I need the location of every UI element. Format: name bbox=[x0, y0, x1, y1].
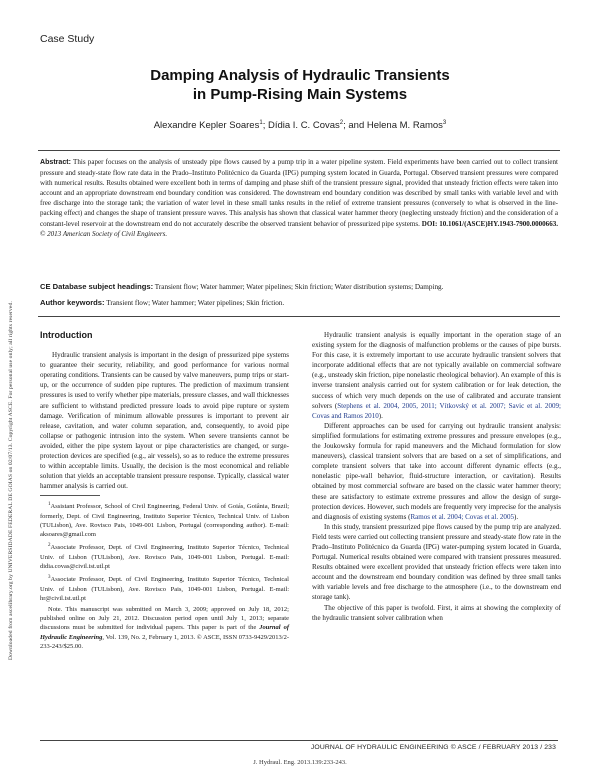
right-para1-end: ). bbox=[378, 411, 383, 420]
right-paragraph-4: The objective of this paper is twofold. First, it aims at showing the complexity of the hydraulic transient solver calibration when bbox=[312, 603, 561, 622]
right-paragraph-2 bbox=[312, 421, 561, 522]
title-line-1: Damping Analysis of Hydraulic Transients bbox=[150, 67, 450, 84]
author-3: ; and Helena M. Ramos bbox=[343, 120, 443, 132]
section-heading-introduction: Introduction bbox=[40, 330, 93, 340]
keywords-label: Author keywords: bbox=[40, 298, 105, 307]
citation-line: J. Hydraul. Eng. 2013.139:233-243. bbox=[253, 759, 347, 766]
subject-headings bbox=[40, 282, 558, 292]
abstract-label: Abstract: bbox=[40, 159, 71, 166]
running-footer: JOURNAL OF HYDRAULIC ENGINEERING © ASCE / FEBRUARY 2013 / 233 bbox=[310, 744, 556, 751]
footnote-divider bbox=[40, 495, 100, 496]
author-3-affil: 3 bbox=[442, 120, 447, 126]
author-1-affil: 1 bbox=[259, 120, 263, 126]
divider-top bbox=[38, 150, 560, 151]
footnotes bbox=[40, 500, 289, 651]
footnote-1-marker: 1 bbox=[48, 502, 51, 508]
author-list bbox=[60, 120, 540, 131]
abstract bbox=[40, 157, 558, 239]
subject-label: CE Database subject headings: bbox=[40, 282, 154, 291]
footer-rule bbox=[40, 740, 558, 741]
author-1: Alexandre Kepler Soares bbox=[153, 120, 260, 132]
citation-link-1[interactable]: Stephens et al. 2004, 2005, 2011; Vítkovský et al. 2007; Savic et al. 2009; Covas and Ramos 2010 bbox=[312, 401, 561, 420]
article-type: Case Study bbox=[40, 33, 95, 45]
copyright: © 2013 American Society of Civil Engineers. bbox=[40, 229, 168, 238]
paper-title bbox=[60, 66, 540, 104]
doi-link[interactable]: DOI: 10.1061/(ASCE)HY.1943-7900.0000663. bbox=[421, 219, 558, 228]
right-column bbox=[312, 330, 561, 623]
right-para1-text: Hydraulic transient analysis is equally important in the operation stage of an existing system for the diagnosis of malfunction problems or the causes of pipe bursts. For this case, it is extremely important to use accurate hydraulic transient solvers that incorporate additional effects that are not typically available on commercial software (e.g., unsteady skin friction, pipe nonelastic rheological behavior). An example of this is inverse transient analysis carried out for system calibration or for leak detection, the success of which very much depends on the use of calibrated and accurate transient solvers ( bbox=[312, 331, 561, 410]
author-keywords bbox=[40, 298, 558, 308]
intro-paragraph-1: Hydraulic transient analysis is important in the design of pressurized pipe systems to guarantee their security, reliability, and good performance for various normal operating conditions. Transients can be caused by valve maneuvers, pump trips or start-up, or the occurrence of sudden pipe ruptures. The prediction of maximum transient pressures is used to verify whether pipe materials, pressure classes, and wall thicknesses are sufficient to withstand predicted pressure loads to avoid pipe rupture or system damage. Verification of minimum allowable pressures is important to prevent air release, cavitation, and water column separation, and, consequently, to avoid pipe collapse or pathogenic intrusion into the system. When severe transients cannot be avoided, either the pipe system layout or pipe characteristics are changed, or surge-protection devices are specified (e.g., air vessels), so as to reduce the extreme pressures to within acceptable limits. Usually, the decision is the most economical and reliable solution that yields an acceptable transient pressure response. Typically, classical water hammer analysis is carried out. bbox=[40, 351, 289, 491]
author-2: ; Dídia I. C. Covas bbox=[262, 120, 340, 132]
subject-text: Transient flow; Water hammer; Water pipelines; Skin friction; Water distribution systems; Damping. bbox=[154, 283, 444, 291]
citation-link-2[interactable]: Ramos et al. 2004; Covas et al. 2005 bbox=[410, 512, 515, 521]
right-para2-end: ). bbox=[514, 512, 519, 521]
footnote-3 bbox=[40, 573, 289, 603]
note-text-b: , Vol. 139, No. 2, February 1, 2013. © ASCE, ISSN 0733-9429/2013/2-233-243/$25.00. bbox=[40, 633, 289, 650]
footnote-1 bbox=[40, 500, 289, 539]
footnote-3-marker: 3 bbox=[48, 575, 51, 581]
footnote-2-marker: 2 bbox=[48, 543, 51, 549]
left-column bbox=[40, 330, 289, 653]
right-paragraph-1 bbox=[312, 330, 561, 421]
footnote-2-text: Associate Professor, Dept. of Civil Engineering, Instituto Superior Técnico, Technical Univ. of Lisbon (TULisbon), Ave. Rovisco Pais, 1049-001 Lisbon, Portugal. E-mail: didia.covas@civil.ist.utl.pt bbox=[40, 544, 289, 570]
note-text-a: Note. This manuscript was submitted on March 3, 2009; approved on July 18, 2012; published online on July 21, 2012. Discussion period open until July 1, 2013; separate discussions must be submitted for individual papers. This paper is part of the bbox=[40, 605, 289, 632]
title-line-2: in Pump-Rising Main Systems bbox=[192, 86, 408, 103]
manuscript-note bbox=[40, 605, 289, 651]
abstract-body: This paper focuses on the analysis of unsteady pipe flows caused by a pump trip in a water pipeline system. Field experiments have been carried out to collect transient pressure and steady-state flow rate data in the Prado–Instituto Politécnico da Guarda (IPG) pumping system located in Guarda, Portugal. Observed transient pressures were compared with numerical results. Results obtained were excellent both in terms of damping and phase shift of the transient pressure signal, provided that unsteady friction effects were taken into account and an appropriate downstream end boundary condition was considered. The downstream end boundary condition was described by small tanks with variable level and with free discharge into the storage tank; the variation of water level in these small tanks results in the relief of extreme transient pressures (conversely to what is observed in the line-packing effect) and changes the shape of transient pressure waves. This analysis has shown that classical water hammer theory (neglecting unsteady friction) and the consideration of a constant-level reservoir at the downstream end do not accurately describe the observed transient behavior of pressurized pipe systems. bbox=[40, 158, 558, 228]
footnote-2 bbox=[40, 541, 289, 571]
right-paragraph-3: In this study, transient pressurized pipe flows caused by the pump trip are analyzed. Field tests were carried out collecting transient pressure and steady-state flow rate in the Prado–Instituto Politécnico da Guarda (IPG) water-pumping system located in Guarda, Portugal. Numerical results obtained were compared with transient pressures measured. Results obtained were excellent provided that unsteady friction effects were taken into account and the downstream end boundary condition was defined by three small tanks with variable levels and free discharge to the atmosphere (i.e., to the downstream end storage tank). bbox=[312, 522, 561, 602]
download-notice-text: Downloaded from ascelibrary.org by UNIVERSIDADE FEDERAL DE GOIAS on 02/07/13. Copyright ASCE. For personal use only; all rights reserved. bbox=[8, 301, 14, 660]
right-para2-text: Different approaches can be used for carrying out hydraulic transient analysis: simplified formulations for estimating extreme pressures and pressure envelopes (e.g., the Joukowsky formula for rapid maneuvers and the Michaud formulation for slow maneuvers), classical transient solvers that are based on a set of simplifications, and complete transient solvers that take into account different dynamic effects (e.g., nonelastic pipe-wall behavior, fluid-structure interaction, or cavitation). Results obtained by most commercial software are based on the classic water hammer theory; these are satisfactory to estimate extreme pressures and allow the design of surge-protection devices. However, such models are frequently very imprecise for the analysis and diagnosis of existing systems ( bbox=[312, 421, 561, 521]
divider-mid bbox=[38, 316, 560, 317]
author-2-affil: 2 bbox=[339, 120, 344, 126]
footnote-1-text: Assistant Professor, School of Civil Engineering, Federal Univ. of Goiás, Goiânia, Brazil; formerly, Dept. of Civil Engineering, Instituto Superior Técnico, Technical Univ. of Lisbon (TULisbon), Ave. Rovisco Pais, 1049-001 Lisbon, Portugal (corresponding author). E-mail: aksoares@gmail.com bbox=[40, 503, 289, 539]
note-journal: Journal of Hydraulic Engineering bbox=[40, 624, 289, 641]
footnote-3-text: Associate Professor, Dept. of Civil Engineering, Instituto Superior Técnico, Technical Univ. of Lisbon (TULisbon), Ave. Rovisco Pais, 1049-001 Lisbon, Portugal. E-mail: hr@civil.ist.utl.pt bbox=[40, 576, 289, 602]
download-notice bbox=[2, 150, 14, 660]
keywords-text: Transient flow; Water hammer; Water pipelines; Skin friction. bbox=[106, 299, 285, 307]
